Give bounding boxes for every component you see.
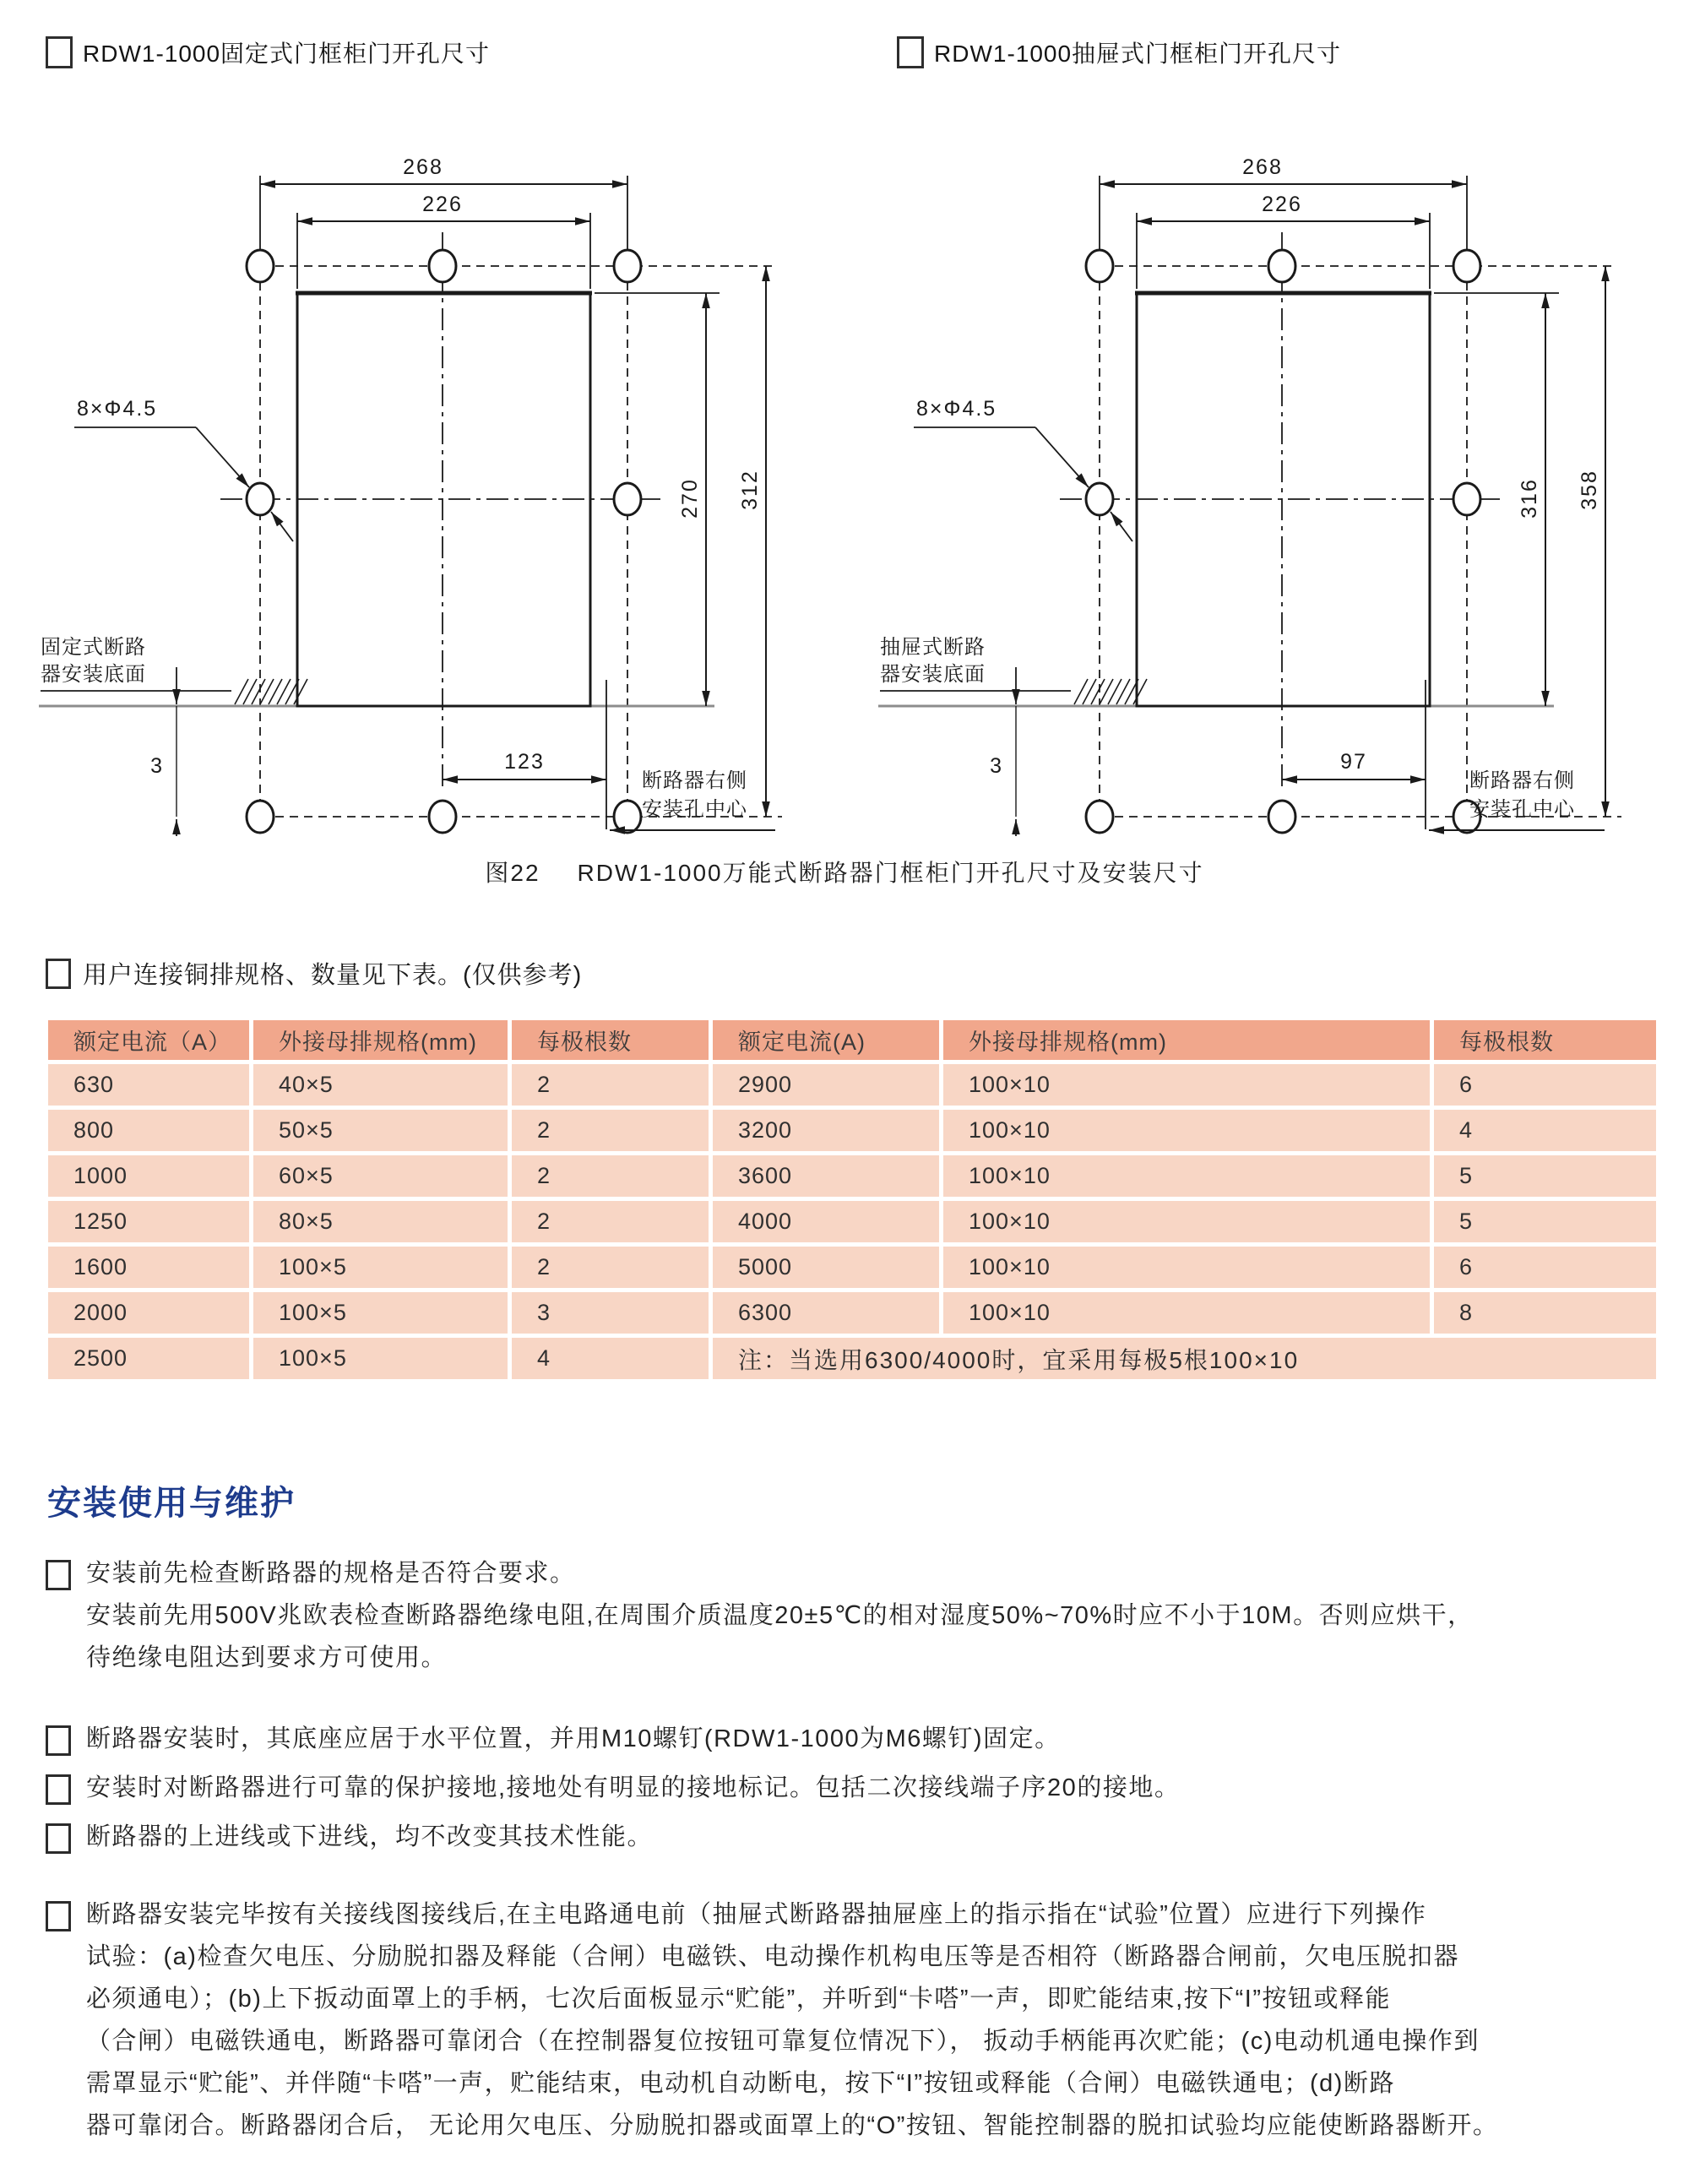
checkbox-icon bbox=[46, 1901, 71, 1931]
table-cell: 2 bbox=[512, 1064, 709, 1106]
checkbox-icon bbox=[46, 959, 71, 989]
paragraph-line: 器可靠闭合。断路器闭合后， 无论用欠电压、分励脱扣器或面罩上的“O”按钮、智能控制器的脱扣试验均应能使断路器断开。 bbox=[86, 2112, 1499, 2139]
table-note-cell: 注：当选用6300/4000时，宜采用每极5根100×10 bbox=[713, 1338, 1656, 1379]
table-cell: 3 bbox=[512, 1292, 709, 1334]
table-cell: 100×10 bbox=[943, 1201, 1430, 1242]
bullet-block bbox=[46, 1552, 1655, 1679]
base-offset-label: 3 bbox=[150, 754, 164, 778]
table-cell: 100×5 bbox=[253, 1338, 508, 1379]
table-cell: 100×10 bbox=[943, 1064, 1430, 1106]
table-cell: 4 bbox=[512, 1338, 709, 1379]
bullet-block bbox=[46, 1767, 1655, 1809]
bullet-text bbox=[86, 1893, 1655, 2147]
bullet-block bbox=[46, 1718, 1655, 1760]
table-row bbox=[48, 1247, 1656, 1288]
title-drawer-type bbox=[897, 35, 1341, 69]
table-cell: 2 bbox=[512, 1201, 709, 1242]
bullet-text bbox=[86, 1767, 1655, 1809]
figure-number: 图22 bbox=[485, 860, 540, 886]
column-header: 每极根数 bbox=[1434, 1020, 1656, 1060]
base-surface-label-2: 器安装底面 bbox=[880, 663, 986, 686]
bullet-block bbox=[46, 1893, 1655, 2147]
table-cell: 3200 bbox=[713, 1110, 939, 1151]
busbar-spec-table bbox=[44, 1016, 1660, 1383]
section-heading: 安装使用与维护 bbox=[47, 1485, 296, 1522]
table-cell: 2900 bbox=[713, 1064, 939, 1106]
paragraph-line: 断路器的上进线或下进线，均不改变其技术性能。 bbox=[86, 1823, 654, 1850]
title-text: RDW1-1000抽屉式门框柜门开孔尺寸 bbox=[934, 41, 1342, 67]
holes-count-label: 8×Φ4.5 bbox=[916, 397, 997, 421]
table-cell: 5 bbox=[1434, 1201, 1656, 1242]
checkbox-icon bbox=[46, 1725, 71, 1756]
base-offset-label: 3 bbox=[990, 754, 1003, 778]
table-intro bbox=[46, 956, 582, 991]
table-row bbox=[48, 1110, 1656, 1151]
table-cell: 100×5 bbox=[253, 1292, 508, 1334]
dim-outer-height-label: 312 bbox=[738, 470, 762, 510]
side-label-2: 安装孔中心 bbox=[642, 798, 747, 821]
table-cell: 2 bbox=[512, 1155, 709, 1197]
paragraph-line: 待绝缘电阻达到要求方可使用。 bbox=[86, 1644, 448, 1671]
paragraph-line: （合闸）电磁铁通电，断路器可靠闭合（在控制器复位按钮可靠复位情况下）， 扳动手柄能再次贮能；(c)电动机通电操作到 bbox=[86, 2028, 1480, 2055]
dim-inner-height-label: 270 bbox=[678, 478, 702, 519]
table-cell: 100×10 bbox=[943, 1292, 1430, 1334]
table-row bbox=[48, 1338, 1656, 1379]
checkbox-icon bbox=[46, 36, 73, 68]
checkbox-icon bbox=[46, 1560, 71, 1590]
column-header: 外接母排规格(mm) bbox=[253, 1020, 508, 1060]
table-row bbox=[48, 1155, 1656, 1197]
table-cell: 100×10 bbox=[943, 1247, 1430, 1288]
column-header: 外接母排规格(mm) bbox=[943, 1020, 1430, 1060]
table-intro-text: 用户连接铜排规格、数量见下表。(仅供参考) bbox=[83, 962, 583, 989]
table-cell: 100×10 bbox=[943, 1155, 1430, 1197]
mounting-holes bbox=[247, 250, 641, 833]
paragraph-line: 需罩显示“贮能”、并伴随“卡嗒”一声，贮能结束，电动机自动断电，按下“I”按钮或释能（合闸）电磁铁通电；(d)断路 bbox=[86, 2070, 1395, 2097]
title-text: RDW1-1000固定式门框柜门开孔尺寸 bbox=[83, 41, 491, 67]
side-label-2: 安装孔中心 bbox=[1469, 798, 1575, 821]
bullet-text bbox=[86, 1816, 1655, 1858]
table-cell: 8 bbox=[1434, 1292, 1656, 1334]
table-row bbox=[48, 1292, 1656, 1334]
table-cell: 2000 bbox=[48, 1292, 249, 1334]
dim-inner-width-label: 226 bbox=[422, 193, 463, 216]
table-row bbox=[48, 1201, 1656, 1242]
installation-notes bbox=[46, 1552, 1655, 2154]
column-header: 额定电流(A) bbox=[713, 1020, 939, 1060]
bullet-text bbox=[86, 1718, 1655, 1760]
table-cell: 5000 bbox=[713, 1247, 939, 1288]
figure-caption bbox=[0, 855, 1689, 888]
side-label-1: 断路器右侧 bbox=[642, 769, 747, 792]
checkbox-icon bbox=[46, 1774, 71, 1805]
table-cell: 50×5 bbox=[253, 1110, 508, 1151]
drawer-type-drawing bbox=[878, 93, 1647, 836]
paragraph-line: 断路器安装时，其底座应居于水平位置，并用M10螺钉(RDW1-1000为M6螺钉)固定。 bbox=[86, 1725, 1061, 1752]
table-cell: 630 bbox=[48, 1064, 249, 1106]
base-surface-label-1: 固定式断路 bbox=[41, 636, 146, 659]
base-surface-label-1: 抽屉式断路 bbox=[880, 636, 986, 659]
table-cell: 2 bbox=[512, 1110, 709, 1151]
paragraph-line: 必须通电）；(b)上下扳动面罩上的手柄，七次后面板显示“贮能”，并听到“卡嗒”一声，即贮能结束,按下“I”按钮或释能 bbox=[86, 1986, 1392, 2013]
paragraph-line: 安装前先检查断路器的规格是否符合要求。 bbox=[86, 1560, 576, 1587]
table-header-row bbox=[48, 1020, 1656, 1060]
title-fixed-type bbox=[46, 35, 490, 69]
table-cell: 6300 bbox=[713, 1292, 939, 1334]
dim-outer-width-label: 268 bbox=[1242, 155, 1283, 179]
table-cell: 800 bbox=[48, 1110, 249, 1151]
bullet-text bbox=[86, 1552, 1655, 1679]
paragraph-line: 安装时对断路器进行可靠的保护接地,接地处有明显的接地标记。包括二次接线端子序20的接地。 bbox=[86, 1774, 1181, 1801]
table-cell: 80×5 bbox=[253, 1201, 508, 1242]
paragraph-line: 断路器安装完毕按有关接线图接线后,在主电路通电前（抽屉式断路器抽屉座上的指示指在“试验”位置）应进行下列操作 bbox=[86, 1901, 1427, 1928]
table-cell: 60×5 bbox=[253, 1155, 508, 1197]
dim-outer-width-label: 268 bbox=[403, 155, 443, 179]
table-cell: 1000 bbox=[48, 1155, 249, 1197]
table-cell: 100×10 bbox=[943, 1110, 1430, 1151]
bullet-block bbox=[46, 1816, 1655, 1858]
table-cell: 6 bbox=[1434, 1064, 1656, 1106]
table-cell: 2500 bbox=[48, 1338, 249, 1379]
table-cell: 40×5 bbox=[253, 1064, 508, 1106]
table-cell: 5 bbox=[1434, 1155, 1656, 1197]
table-cell: 4 bbox=[1434, 1110, 1656, 1151]
dim-bottom-label: 123 bbox=[504, 750, 545, 774]
dim-inner-height-label: 316 bbox=[1518, 478, 1541, 519]
column-header: 每极根数 bbox=[512, 1020, 709, 1060]
holes-count-label: 8×Φ4.5 bbox=[77, 397, 158, 421]
table-cell: 6 bbox=[1434, 1247, 1656, 1288]
column-header: 额定电流（A） bbox=[48, 1020, 249, 1060]
checkbox-icon bbox=[46, 1823, 71, 1854]
paragraph-line: 试验：(a)检查欠电压、分励脱扣器及释能（合闸）电磁铁、电动操作机构电压等是否相符（断路器合闸前，欠电压脱扣器 bbox=[86, 1943, 1459, 1970]
fixed-type-drawing bbox=[39, 93, 807, 836]
figure-title: RDW1-1000万能式断路器门框柜门开孔尺寸及安装尺寸 bbox=[577, 860, 1204, 886]
checkbox-icon bbox=[897, 36, 924, 68]
table-cell: 3600 bbox=[713, 1155, 939, 1197]
table-cell: 2 bbox=[512, 1247, 709, 1288]
table-cell: 4000 bbox=[713, 1201, 939, 1242]
table-cell: 1250 bbox=[48, 1201, 249, 1242]
mounting-holes bbox=[1086, 250, 1480, 833]
table-cell: 1600 bbox=[48, 1247, 249, 1288]
side-label-1: 断路器右侧 bbox=[1469, 769, 1575, 792]
dim-inner-width-label: 226 bbox=[1262, 193, 1302, 216]
table-cell: 100×5 bbox=[253, 1247, 508, 1288]
table-row bbox=[48, 1064, 1656, 1106]
base-surface-label-2: 器安装底面 bbox=[41, 663, 146, 686]
dim-outer-height-label: 358 bbox=[1578, 470, 1601, 510]
paragraph-line: 安装前先用500V兆欧表检查断路器绝缘电阻,在周围介质温度20±5℃的相对湿度50%~70%时应不小于10M。否则应烘干， bbox=[86, 1602, 1474, 1629]
dim-bottom-label: 97 bbox=[1340, 750, 1367, 774]
